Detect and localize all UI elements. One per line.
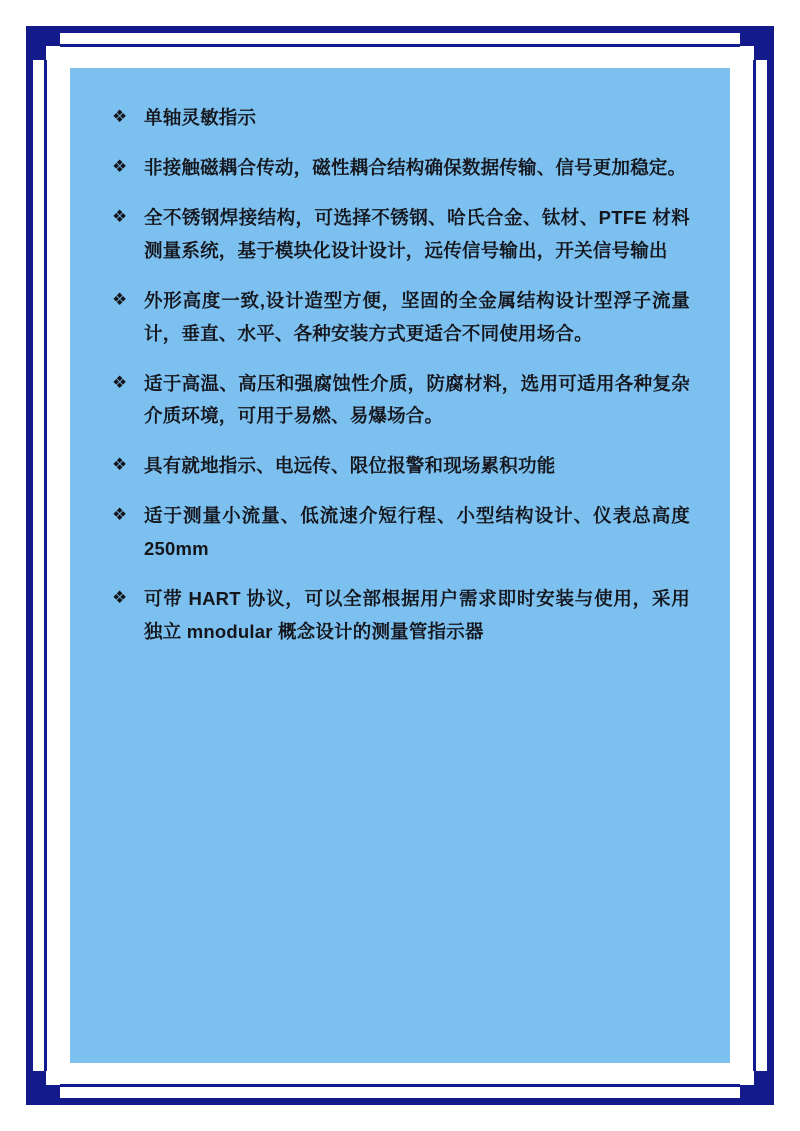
list-item bbox=[110, 202, 690, 268]
diamond-bullet-icon: ❖ bbox=[112, 372, 128, 392]
list-item bbox=[110, 285, 690, 351]
list-item-text: 单轴灵敏指示 bbox=[144, 107, 257, 128]
diamond-bullet-icon: ❖ bbox=[112, 289, 128, 309]
diamond-bullet-icon: ❖ bbox=[112, 455, 128, 475]
list-item-text: 非接触磁耦合传动，磁性耦合结构确保数据传输、信号更加稳定。 bbox=[144, 156, 687, 178]
diamond-bullet-icon: ❖ bbox=[112, 588, 128, 608]
list-item bbox=[110, 102, 690, 135]
corner-ornament-bottom-left bbox=[26, 1071, 60, 1105]
diamond-bullet-icon: ❖ bbox=[112, 505, 128, 525]
corner-ornament-top-left bbox=[26, 26, 60, 60]
list-item bbox=[110, 583, 690, 649]
corner-notch bbox=[740, 1071, 754, 1085]
diamond-bullet-icon: ❖ bbox=[112, 107, 128, 126]
list-item-text: 可带 HART 协议，可以全部根据用户需求即时安装与使用，采用独立 mnodular 概念设计的测量管指示器 bbox=[144, 588, 690, 643]
feature-bullet-list bbox=[110, 102, 690, 649]
list-item-text: 适于高温、高压和强腐蚀性介质，防腐材料，选用可适用各种复杂介质环境，可用于易燃、易爆场合。 bbox=[144, 372, 690, 427]
list-item bbox=[110, 152, 690, 185]
diamond-bullet-icon: ❖ bbox=[112, 206, 128, 226]
diamond-bullet-icon: ❖ bbox=[112, 156, 128, 176]
list-item bbox=[110, 450, 690, 483]
list-item-text: 适于测量小流量、低流速介短行程、小型结构设计、仪表总高度 250mm bbox=[144, 505, 690, 560]
list-item bbox=[110, 368, 690, 434]
corner-ornament-top-right bbox=[740, 26, 774, 60]
list-item bbox=[110, 500, 690, 566]
list-item-text: 具有就地指示、电远传、限位报警和现场累积功能 bbox=[144, 455, 556, 477]
corner-notch bbox=[46, 46, 60, 60]
list-item-text: 全不锈钢焊接结构，可选择不锈钢、哈氏合金、钛材、PTFE 材料测量系统，基于模块化设计设计，远传信号输出，开关信号输出 bbox=[144, 206, 690, 261]
content-panel bbox=[70, 68, 730, 1063]
corner-ornament-bottom-right bbox=[740, 1071, 774, 1105]
corner-notch bbox=[46, 1071, 60, 1085]
corner-notch bbox=[740, 46, 754, 60]
list-item-text: 外形高度一致,设计造型方便，坚固的全金属结构设计型浮子流量计，垂直、水平、各种安装方式更适合不同使用场合。 bbox=[144, 289, 690, 344]
